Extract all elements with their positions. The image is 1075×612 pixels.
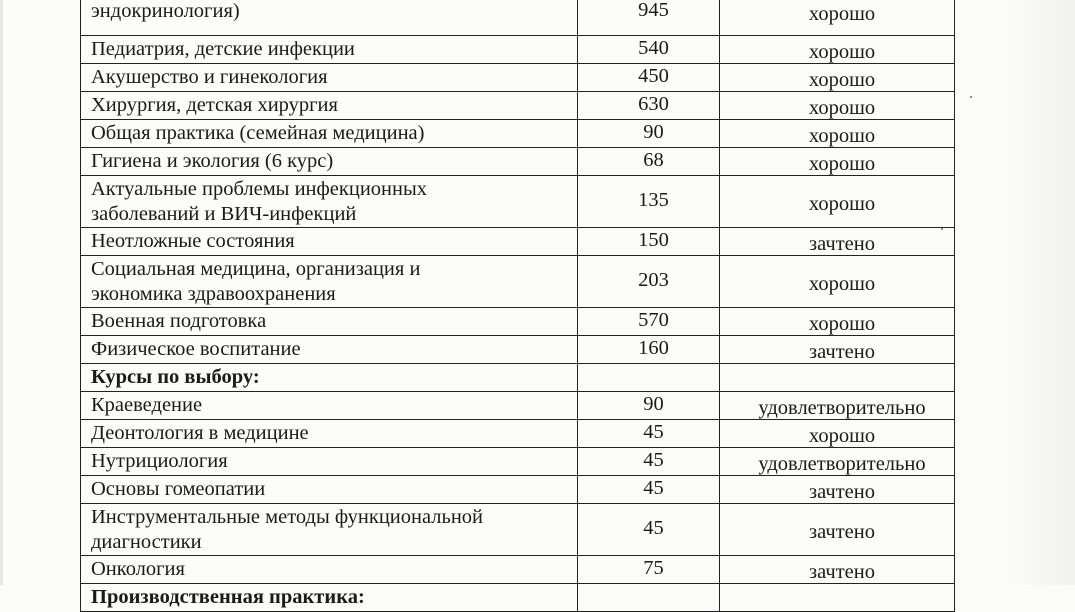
course-name-cell <box>81 556 578 584</box>
course-name-line: эндокринология) <box>91 0 240 22</box>
table-row <box>81 420 955 448</box>
grade-cell <box>720 64 955 92</box>
grade-value: хорошо <box>808 425 876 447</box>
hours-value: 203 <box>638 269 669 291</box>
hours-value: 90 <box>643 393 664 415</box>
grade-cell <box>720 0 955 36</box>
grade-value: хорошо <box>808 125 876 147</box>
grade-value: хорошо <box>808 41 876 63</box>
grade-value: хорошо <box>808 273 876 295</box>
hours-value: 45 <box>643 477 664 499</box>
hours-cell <box>578 308 720 336</box>
course-name-line: диагностики <box>91 530 202 553</box>
table-row <box>81 448 955 476</box>
grade-value: удовлетворительно <box>758 453 926 475</box>
section-heading-cell <box>81 364 578 392</box>
course-name-cell <box>81 36 578 64</box>
table-row <box>81 476 955 504</box>
grade-cell <box>720 148 955 176</box>
course-name-cell <box>81 148 578 176</box>
course-name: Общая практика (семейная медицина) <box>91 122 425 144</box>
grades-table <box>80 0 955 612</box>
hours-cell <box>578 0 720 36</box>
course-name-line: Инструментальные методы функциональной <box>91 505 484 528</box>
grade-value: удовлетворительно <box>758 397 926 419</box>
course-name: Краеведение <box>91 394 203 416</box>
hours-value: 160 <box>638 337 669 359</box>
hours-cell <box>578 336 720 364</box>
hours-value: 45 <box>643 517 664 539</box>
hours-cell <box>578 584 720 612</box>
course-name-cell <box>81 228 578 256</box>
table-row <box>81 0 955 36</box>
grade-value: хорошо <box>808 153 876 175</box>
course-name: Онкология <box>91 558 185 580</box>
grade-cell <box>720 364 955 392</box>
course-name: Гигиена и экология (6 курс) <box>91 150 334 172</box>
hours-cell <box>578 176 720 228</box>
table-row <box>81 504 955 556</box>
table-row <box>81 556 955 584</box>
grade-cell <box>720 308 955 336</box>
grade-cell <box>720 504 955 556</box>
course-name-cell <box>81 0 578 36</box>
hours-value: 90 <box>643 121 664 143</box>
course-name: Деонтология в медицине <box>91 422 309 444</box>
course-name-line: Социальная медицина, организация и <box>91 257 421 280</box>
hours-value: 75 <box>643 557 664 579</box>
section-heading-cell <box>81 584 578 612</box>
course-name-line: Актуальные проблемы инфекционных <box>91 177 428 200</box>
grade-value: зачтено <box>809 481 875 503</box>
scan-speck <box>941 228 943 230</box>
course-name-cell <box>81 64 578 92</box>
course-name-cell <box>81 256 578 308</box>
grade-value: хорошо <box>808 97 876 119</box>
grade-cell <box>720 420 955 448</box>
course-name: Акушерство и гинекология <box>91 66 328 88</box>
hours-value: 630 <box>638 93 669 115</box>
grade-cell <box>720 556 955 584</box>
hours-value: 150 <box>638 229 669 251</box>
hours-cell <box>578 92 720 120</box>
hours-value: 945 <box>638 0 669 21</box>
table-row <box>81 92 955 120</box>
table-row <box>81 228 955 256</box>
course-name-cell <box>81 120 578 148</box>
hours-value: 45 <box>643 421 664 443</box>
hours-cell <box>578 448 720 476</box>
course-name-cell <box>81 336 578 364</box>
hours-value: 450 <box>638 65 669 87</box>
grade-value: хорошо <box>808 313 876 335</box>
course-name-line: заболеваний и ВИЧ-инфекций <box>91 202 357 225</box>
hours-cell <box>578 228 720 256</box>
hours-cell <box>578 556 720 584</box>
section-heading: Производственная практика: <box>91 586 365 608</box>
scan-shadow <box>1000 0 1075 585</box>
table-row <box>81 64 955 92</box>
hours-cell <box>578 420 720 448</box>
course-name-cell <box>81 176 578 228</box>
grade-cell <box>720 448 955 476</box>
hours-value: 45 <box>643 449 664 471</box>
hours-cell <box>578 364 720 392</box>
table-row <box>81 392 955 420</box>
grade-cell <box>720 92 955 120</box>
course-name: Нутрициология <box>91 450 228 472</box>
grade-value: хорошо <box>808 69 876 91</box>
course-name: Военная подготовка <box>91 310 267 332</box>
table-row <box>81 36 955 64</box>
grade-value: зачтено <box>809 341 875 363</box>
course-name: Физическое воспитание <box>91 338 301 360</box>
course-name-line: экономика здравоохранения <box>91 282 336 305</box>
hours-cell <box>578 64 720 92</box>
course-name: Хирургия, детская хирургия <box>91 94 338 116</box>
hours-cell <box>578 36 720 64</box>
table-row <box>81 308 955 336</box>
grade-value: хорошо <box>808 2 876 25</box>
hours-cell <box>578 256 720 308</box>
grade-cell <box>720 392 955 420</box>
course-name-cell <box>81 92 578 120</box>
grade-value: хорошо <box>808 193 876 215</box>
grade-cell <box>720 476 955 504</box>
grade-value: зачтено <box>809 521 875 543</box>
course-name-cell <box>81 448 578 476</box>
hours-cell <box>578 148 720 176</box>
course-name: Основы гомеопатии <box>91 478 266 500</box>
course-name-cell <box>81 420 578 448</box>
table-row <box>81 176 955 228</box>
grade-cell <box>720 256 955 308</box>
grade-cell <box>720 228 955 256</box>
scan-edge <box>0 0 3 585</box>
course-name: Неотложные состояния <box>91 230 295 252</box>
course-name-cell <box>81 392 578 420</box>
hours-cell <box>578 120 720 148</box>
table-row <box>81 336 955 364</box>
grade-cell <box>720 120 955 148</box>
hours-value: 540 <box>638 37 669 59</box>
hours-value: 68 <box>643 149 664 171</box>
grade-cell <box>720 36 955 64</box>
grade-cell <box>720 336 955 364</box>
hours-cell <box>578 504 720 556</box>
table-row <box>81 256 955 308</box>
hours-value: 135 <box>638 189 669 211</box>
course-name: Педиатрия, детские инфекции <box>91 38 355 60</box>
section-row <box>81 364 955 392</box>
course-name-cell <box>81 476 578 504</box>
section-row <box>81 584 955 612</box>
grade-value: зачтено <box>809 233 875 255</box>
section-heading: Курсы по выбору: <box>91 366 260 388</box>
course-name-cell <box>81 308 578 336</box>
grade-value: зачтено <box>809 561 875 583</box>
hours-value: 570 <box>638 309 669 331</box>
hours-cell <box>578 392 720 420</box>
table-row <box>81 148 955 176</box>
grade-cell <box>720 176 955 228</box>
course-name-cell <box>81 504 578 556</box>
hours-cell <box>578 476 720 504</box>
table-row <box>81 120 955 148</box>
scan-speck <box>970 96 972 98</box>
grade-cell <box>720 584 955 612</box>
